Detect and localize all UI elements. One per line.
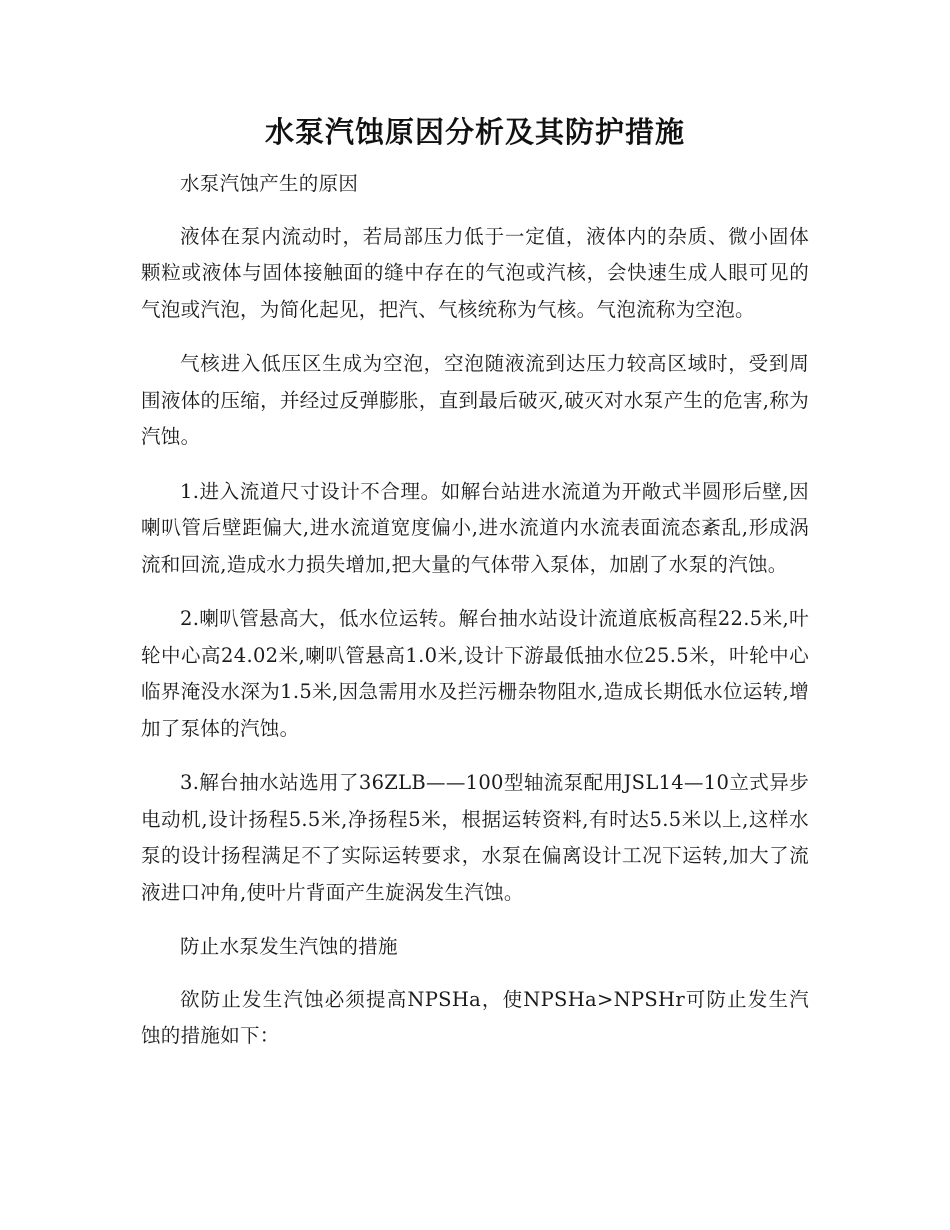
paragraph-cause-2: 2.喇叭管悬高大，低水位运转。解台抽水站设计流道底板高程22.5米,叶轮中心高24.02米,喇叭管悬高1.0米,设计下游最低抽水位25.5米，叶轮中心临界淹没水深为1.5米,因急需用水及拦污栅杂物阻水,造成长期低水位运转,增加了泵体的汽蚀。 bbox=[141, 607, 809, 740]
document-title: 水泵汽蚀原因分析及其防护措施 bbox=[264, 115, 685, 149]
paragraph-measures-intro: 欲防止发生汽蚀必须提高NPSHa，使NPSHa>NPSHr可防止发生汽蚀的措施如下： bbox=[141, 987, 809, 1047]
document-body bbox=[141, 166, 809, 1073]
paragraph-cause-3: 3.解台抽水站选用了36ZLB——100型轴流泵配用JSL14—10立式异步电动机,设计扬程5.5米,净扬程5米，根据运转资料,有时达5.5米以上,这样水泵的设计扬程满足不了实际运转要求，水泵在偏离设计工况下运转,加大了流液进口冲角,使叶片背面产生旋涡发生汽蚀。 bbox=[141, 771, 809, 904]
paragraph-cavitation-process: 气核进入低压区生成为空泡，空泡随液流到达压力较高区域时，受到周围液体的压缩，并经过反弹膨胀，直到最后破灭,破灭对水泵产生的危害,称为汽蚀。 bbox=[141, 352, 809, 448]
paragraph-cavitation-definition: 液体在泵内流动时，若局部压力低于一定值，液体内的杂质、微小固体颗粒或液体与固体接触面的缝中存在的气泡或汽核，会快速生成人眼可见的气泡或汽泡，为简化起见，把汽、气核统称为气核。气泡流称为空泡。 bbox=[141, 224, 809, 321]
section-heading-causes: 水泵汽蚀产生的原因 bbox=[180, 172, 359, 195]
section-heading-measures: 防止水泵发生汽蚀的措施 bbox=[180, 935, 398, 958]
paragraph-cause-1: 1.进入流道尺寸设计不合理。如解台站进水流道为开敞式半圆形后壁,因喇叭管后壁距偏大,进水流道宽度偏小,进水流道内水流表面流态紊乱,形成涡流和回流,造成水力损失增加,把大量的气体带入泵体，加剧了水泵的汽蚀。 bbox=[141, 479, 809, 576]
